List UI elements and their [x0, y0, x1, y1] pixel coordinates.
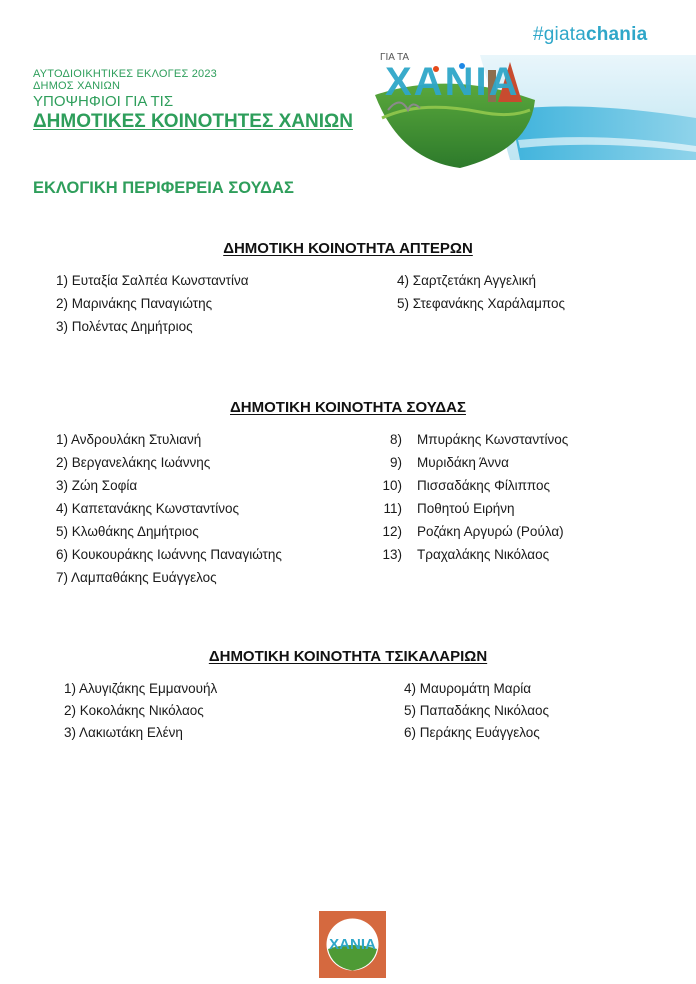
list-item: 6) Περάκης Ευάγγελος [403, 725, 540, 740]
electoral-district-title: ΕΚΛΟΓΙΚΗ ΠΕΡΙΦΕΡΕΙΑ ΣΟΥΔΑΣ [33, 179, 294, 197]
list-item: 3) Πολέντας Δημήτριος [55, 319, 193, 334]
list-item: 12) Ροζάκη Αργυρώ (Ρούλα) [382, 524, 564, 539]
list-item: 1) Ευταξία Σαλπέα Κωνσταντίνα [55, 273, 249, 288]
list-item: 10) Πισσαδάκης Φίλιππος [382, 478, 551, 493]
list-item: 4) Σαρτζετάκη Αγγελική [396, 273, 537, 288]
logo-small-text: ΓΙΑ ΤΑ [380, 52, 410, 63]
candidates-label: ΥΠΟΨΗΦΙΟΙ ΓΙΑ ΤΙΣ [33, 93, 174, 110]
list-item: 6) Κουκουράκης Ιωάννης Παναγιώτης [55, 547, 282, 562]
list-item: 9) Μυριδάκη Άννα [389, 455, 509, 470]
list-item: 8) Μπυράκης Κωνσταντίνος [389, 432, 569, 447]
list-item: 4) Καπετανάκης Κωνσταντίνος [55, 501, 240, 516]
municipality-name: ΔΗΜΟΣ ΧΑΝΙΩΝ [33, 80, 121, 92]
section-title-soudas: ΔΗΜΟΤΙΚΗ ΚΟΙΝΟΤΗΤΑ ΣΟΥΔΑΣ [230, 399, 466, 416]
list-item: 13) Τραχαλάκης Νικόλαος [382, 547, 550, 562]
list-item: 1) Ανδρουλάκη Στυλιανή [55, 432, 202, 447]
hashtag[interactable] [533, 24, 647, 46]
page-title: ΔΗΜΟΤΙΚΕΣ ΚΟΙΝΟΤΗΤΕΣ ΧΑΝΙΩΝ [33, 111, 353, 132]
list-item: 11) Ποθητού Ειρήνη [383, 501, 515, 516]
section-title-tsikalarion: ΔΗΜΟΤΙΚΗ ΚΟΙΝΟΤΗΤΑ ΤΣΙΚΑΛΑΡΙΩΝ [208, 648, 488, 665]
list-item: 2) Βεργανελάκης Ιωάννης [55, 455, 211, 470]
list-item: 7) Λαμπαθάκης Ευάγγελος [55, 570, 217, 585]
list-item: 1) Αλυγιζάκης Εμμανουήλ [63, 681, 218, 696]
footer-logo-text: ΧΑΝΙΑ [329, 936, 376, 953]
hashtag-bold: chania [585, 24, 648, 45]
list-item: 2) Μαρινάκης Παναγιώτης [55, 296, 213, 311]
list-item: 3) Ζώη Σοφία [55, 478, 138, 493]
list-item: 2) Κοκολάκης Νικόλαος [63, 703, 204, 718]
footer-logo [319, 911, 386, 978]
list-item: 5) Στεφανάκης Χαράλαμπος [396, 296, 566, 311]
list-item: 5) Παπαδάκης Νικόλαος [403, 703, 550, 718]
list-item: 3) Λακιωτάκη Ελένη [63, 725, 183, 740]
logo-big-text: ΧΑΝΙΑ [385, 60, 520, 104]
hashtag-prefix: #giata [533, 24, 586, 45]
election-title: ΑΥΤΟΔΙΟΙΚΗΤΙΚΕΣ ΕΚΛΟΓΕΣ 2023 [33, 68, 217, 80]
section-title-apteron: ΔΗΜΟΤΙΚΗ ΚΟΙΝΟΤΗΤΑ ΑΠΤΕΡΩΝ [223, 240, 473, 257]
list-item: 4) Μαυρομάτη Μαρία [403, 681, 532, 696]
list-item: 5) Κλωθάκης Δημήτριος [55, 524, 199, 539]
